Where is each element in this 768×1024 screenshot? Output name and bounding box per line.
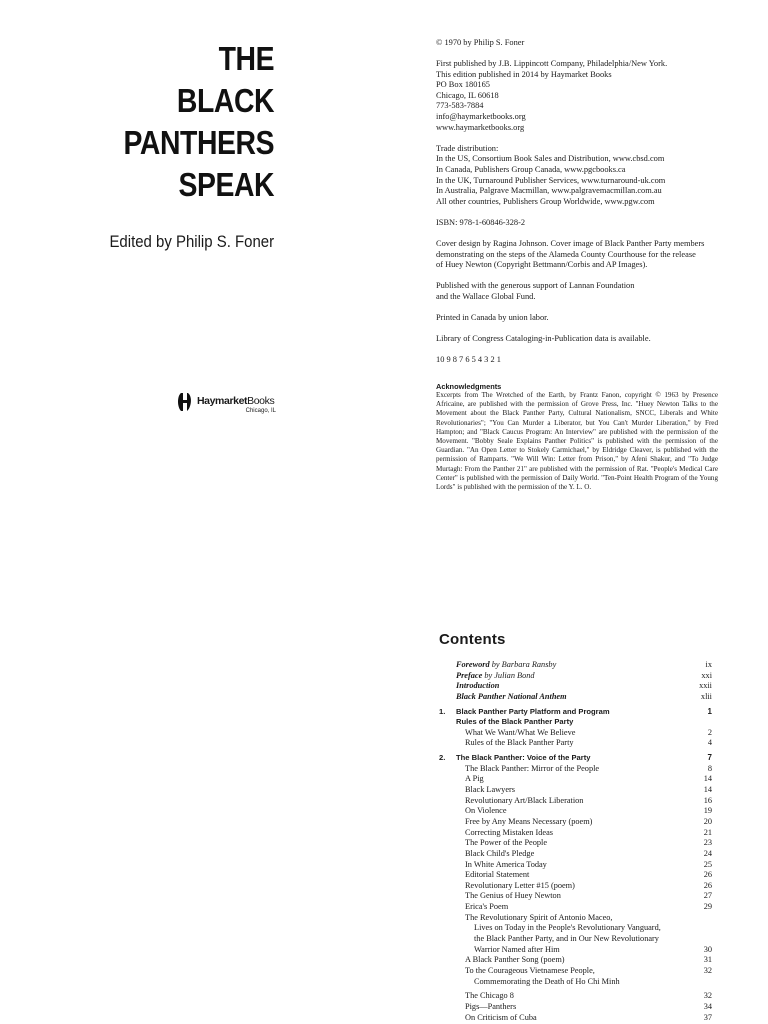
text-line: In Australia, Palgrave Macmillan, www.palgravemacmillan.com.au [436,186,662,196]
text-line: demonstrating on the steps of the Alameda County Courthouse for the release [436,249,696,259]
toc-entry[interactable]: On Violence 19 [465,806,712,816]
cover-credit [436,239,736,271]
acknowledgments-text: Excerpts from The Wretched of the Earth, by Frantz Fanon, copyright © 1963 by Presence Africaine, are published with the permission of Grove Press, Inc. "Huey Newton Talks to the Movement about the Black Panther Party, Cultural Nationalism, SNCC, Liberals and White Revolutionaries"; "You Can Murder a Liberator, but You Can't Murder Liberation," by Fred Hampton; and "Black Caucus Program: An Interview" are published with the permission of the Movement. "Bobby Seale Explains Panther Politics" is published with the permission of the Guardian. "An Open Letter to Stokely Carmichael," by Eldridge Cleaver, is published with the permission of Ramparts. "We Will Win: Letter from Prison," by Afeni Shakur, and "To Judge Murtagh: From the Panther 21" are published with the permission of Rat. "People's Medical Care Center" is published with the permission of Daily World. "Ten-Point Health Program of the Young Lords" is published with the permission of the Y. L. O. [436,391,718,492]
text-line: Trade distribution: [436,143,499,153]
toc-entry[interactable]: The Revolutionary Spirit of Antonio Maceo, [465,912,613,922]
acknowledgments-heading: Acknowledgments [436,382,502,391]
text-line: Chicago, IL 60618 [436,90,499,100]
text-line: of Huey Newton (Copyright Bettmann/Corbis and AP Images). [436,260,648,270]
text-line: and the Wallace Global Fund. [436,291,536,301]
text-line: info@haymarketbooks.org [436,112,526,122]
acknowledgments [436,382,718,492]
toc-entry[interactable]: A Pig 14 [465,774,712,784]
toc-section-1[interactable]: 1. Black Panther Party Platform and Program 1 [439,706,712,716]
toc-entry[interactable]: Foreword by Barbara Ransby ix [456,660,712,669]
text-line: 773-583-7884 [436,101,484,111]
text-line: This edition published in 2014 by Haymarket Books [436,69,612,79]
toc-entry[interactable]: Introduction xxii [456,681,712,691]
distribution-info [436,144,736,208]
toc-entry[interactable]: Editorial Statement 26 [465,870,712,880]
copyright-notice: © 1970 by Philip S. Foner [436,38,525,47]
toc-section-2[interactable]: 2. The Black Panther: Voice of the Party 7 [439,753,712,763]
copyright-block [436,38,736,376]
toc-entry[interactable]: The Chicago 8 32 [465,991,712,1001]
toc-entry[interactable]: Black Panther National Anthem xlii [456,691,712,701]
editor-credit: Edited by Philip S. Foner [109,232,274,251]
toc-entry[interactable]: A Black Panther Song (poem) 31 [465,955,712,965]
toc-section-1-subtitle: Rules of the Black Panther Party [456,717,574,727]
isbn: ISBN: 978-1-60846-328-2 [436,217,526,227]
publisher-city: Chicago, IL [245,408,276,414]
haymarket-h-icon [176,392,194,412]
text-line: In Canada, Publishers Group Canada, www.pgcbooks.ca [436,164,626,174]
printing-line: 10 9 8 7 6 5 4 3 2 1 [436,355,501,365]
toc-entry[interactable]: To the Courageous Vietnamese People, 32 [465,965,712,975]
publisher-name: HaymarketBooks [197,395,275,407]
toc-entry-continued: Lives on Today in the People's Revolutionary Vanguard, [474,923,661,933]
table-of-contents [436,660,714,1023]
publisher-logo [176,392,276,418]
toc-entry[interactable]: What We Want/What We Believe 2 [465,727,712,737]
toc-entry-continued: Warrior Named after Him 30 [474,944,712,954]
toc-entry[interactable]: The Power of the People 23 [465,838,712,848]
toc-entry[interactable]: Black Child's Pledge 24 [465,848,712,858]
toc-entry[interactable]: On Criticism of Cuba 37 [465,1012,712,1022]
text-line: In the UK, Turnaround Publisher Services, www.turnaround-uk.com [436,175,666,185]
book-title [99,38,274,206]
text-line: In the US, Consortium Book Sales and Distribution, www.cbsd.com [436,154,665,164]
title-line: BLACK [176,82,274,119]
toc-entry[interactable]: Erica's Poem 29 [465,902,712,912]
printed-note: Printed in Canada by union labor. [436,312,549,322]
toc-entry[interactable]: Revolutionary Letter #15 (poem) 26 [465,880,712,890]
toc-entry-continued: Commemorating the Death of Ho Chi Minh [474,976,620,986]
text-line: Published with the generous support of Lannan Foundation [436,281,635,291]
toc-entry-continued: the Black Panther Party, and in Our New Revolutionary [474,934,659,944]
toc-entry[interactable]: Preface by Julian Bond xxi [456,670,712,680]
toc-entry[interactable]: The Genius of Huey Newton 27 [465,891,712,901]
toc-entry[interactable]: Revolutionary Art/Black Liberation 16 [465,795,712,805]
text-line: www.haymarketbooks.org [436,122,525,132]
text-line: PO Box 180165 [436,80,490,90]
toc-entry[interactable]: Rules of the Black Panther Party 4 [465,738,712,748]
toc-entry[interactable]: Black Lawyers 14 [465,785,712,795]
title-line: PANTHERS [123,124,274,161]
text-line: Cover design by Ragina Johnson. Cover image of Black Panther Party members [436,238,705,248]
title-line: THE [218,40,274,77]
contents-heading: Contents [439,631,506,648]
text-line: All other countries, Publishers Group Worldwide, www.pgw.com [436,196,655,206]
toc-entry[interactable]: Correcting Mistaken Ideas 21 [465,827,712,837]
toc-entry[interactable]: The Black Panther: Mirror of the People 8 [465,763,712,773]
toc-entry[interactable]: In White America Today 25 [465,859,712,869]
support-credit [436,281,736,302]
publication-info [436,59,736,133]
text-line: First published by J.B. Lippincott Company, Philadelphia/New York. [436,59,668,69]
cip-note: Library of Congress Cataloging-in-Publication data is available. [436,333,651,343]
title-line: SPEAK [178,166,274,203]
toc-entry[interactable]: Free by Any Means Necessary (poem) 20 [465,816,712,826]
toc-entry[interactable]: Pigs—Panthers 34 [465,1001,712,1011]
